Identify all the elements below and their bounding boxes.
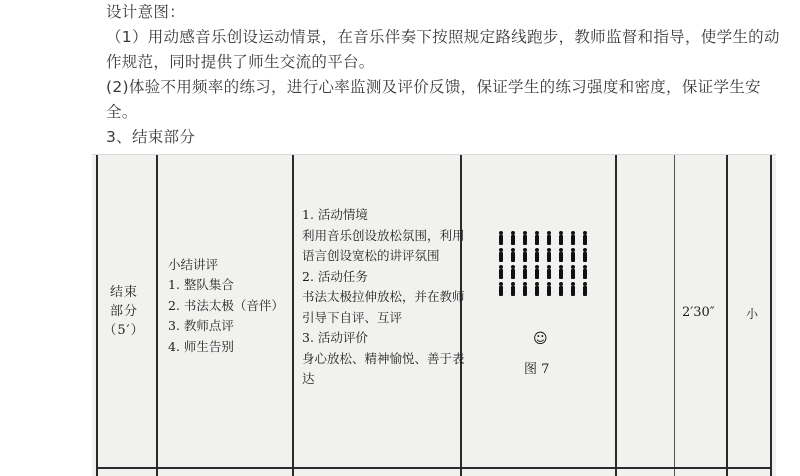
person-icon — [520, 265, 530, 280]
methods-line: 1. 活动情境 — [302, 207, 368, 222]
formation-row — [496, 248, 616, 263]
person-icon — [580, 231, 590, 246]
table-border-left — [96, 155, 98, 476]
person-icon — [520, 248, 530, 263]
person-icon — [544, 282, 554, 297]
methods-line: 身心放松、精神愉悦、善于表达 — [302, 350, 465, 386]
methods-line: 3. 活动评价 — [302, 330, 368, 345]
person-icon — [544, 248, 554, 263]
person-icon — [532, 231, 542, 246]
table-divider — [726, 155, 728, 476]
table-border-right — [770, 155, 772, 476]
person-icon — [496, 265, 506, 280]
methods-cell — [302, 205, 470, 390]
person-icon — [580, 265, 590, 280]
person-icon — [508, 248, 518, 263]
formation-rows — [496, 231, 616, 297]
person-icon — [496, 231, 506, 246]
list-item: 3. 教师点评 — [168, 318, 234, 333]
lesson-table — [92, 155, 776, 476]
table-divider — [156, 155, 158, 476]
person-icon — [568, 265, 578, 280]
table-divider — [292, 155, 294, 476]
design-point-1: （1）用动感音乐创设运动情景，在音乐伴奏下按照规定路线跑步，教师监督和指导，使学生的动作规范，同时提供了师生交流的平台。 — [106, 28, 780, 71]
list-item: 4. 师生告别 — [168, 338, 234, 354]
person-icon — [568, 231, 578, 246]
section-name-cell: 结束 部分 （5′） — [103, 285, 145, 338]
table-border-bottom — [96, 467, 772, 469]
person-icon — [556, 265, 566, 280]
formation-row — [496, 265, 616, 280]
person-icon — [544, 231, 554, 246]
smiley-icon: ☺ — [533, 331, 548, 347]
table-divider — [615, 155, 617, 476]
time-cell: 2′30″ — [682, 305, 715, 320]
content-title: 小结讲评 — [168, 257, 219, 272]
person-icon — [544, 265, 554, 280]
person-icon — [568, 282, 578, 297]
person-icon — [580, 248, 590, 263]
intro-text — [106, 0, 786, 150]
intensity-cell: 小 — [746, 307, 759, 321]
person-icon — [532, 265, 542, 280]
person-icon — [508, 282, 518, 297]
content-list — [168, 275, 286, 357]
table-divider — [674, 155, 675, 476]
person-icon — [508, 231, 518, 246]
lesson-plan-table-photo — [92, 154, 776, 476]
methods-line: 书法太极拉伸放松，并在教师引导下自评、互评 — [302, 289, 465, 325]
formation-row — [496, 231, 616, 246]
person-icon — [496, 282, 506, 297]
design-point-2: (2)体验不用频率的练习，进行心率监测及评价反馈，保证学生的练习强度和密度，保证学生安全。 — [106, 78, 761, 121]
person-icon — [580, 282, 590, 297]
person-icon — [508, 265, 518, 280]
person-icon — [532, 282, 542, 297]
person-icon — [532, 248, 542, 263]
design-intent-heading: 设计意图： — [106, 3, 186, 21]
figure-caption: 图 7 — [524, 362, 550, 377]
methods-line: 利用音乐创设放松氛围，利用语言创设宽松的讲评氛围 — [302, 227, 465, 263]
person-icon — [496, 248, 506, 263]
list-item: 2. 书法太极（音伴） — [168, 297, 284, 313]
person-icon — [556, 248, 566, 263]
person-icon — [520, 231, 530, 246]
formation-row — [496, 282, 616, 297]
list-item: 1. 整队集合 — [168, 277, 234, 292]
methods-line: 2. 活动任务 — [302, 268, 368, 284]
person-icon — [556, 231, 566, 246]
formation-diagram — [496, 231, 616, 297]
person-icon — [556, 282, 566, 297]
section-3-heading: 3、结束部分 — [106, 128, 196, 146]
person-icon — [568, 248, 578, 263]
person-icon — [520, 282, 530, 297]
